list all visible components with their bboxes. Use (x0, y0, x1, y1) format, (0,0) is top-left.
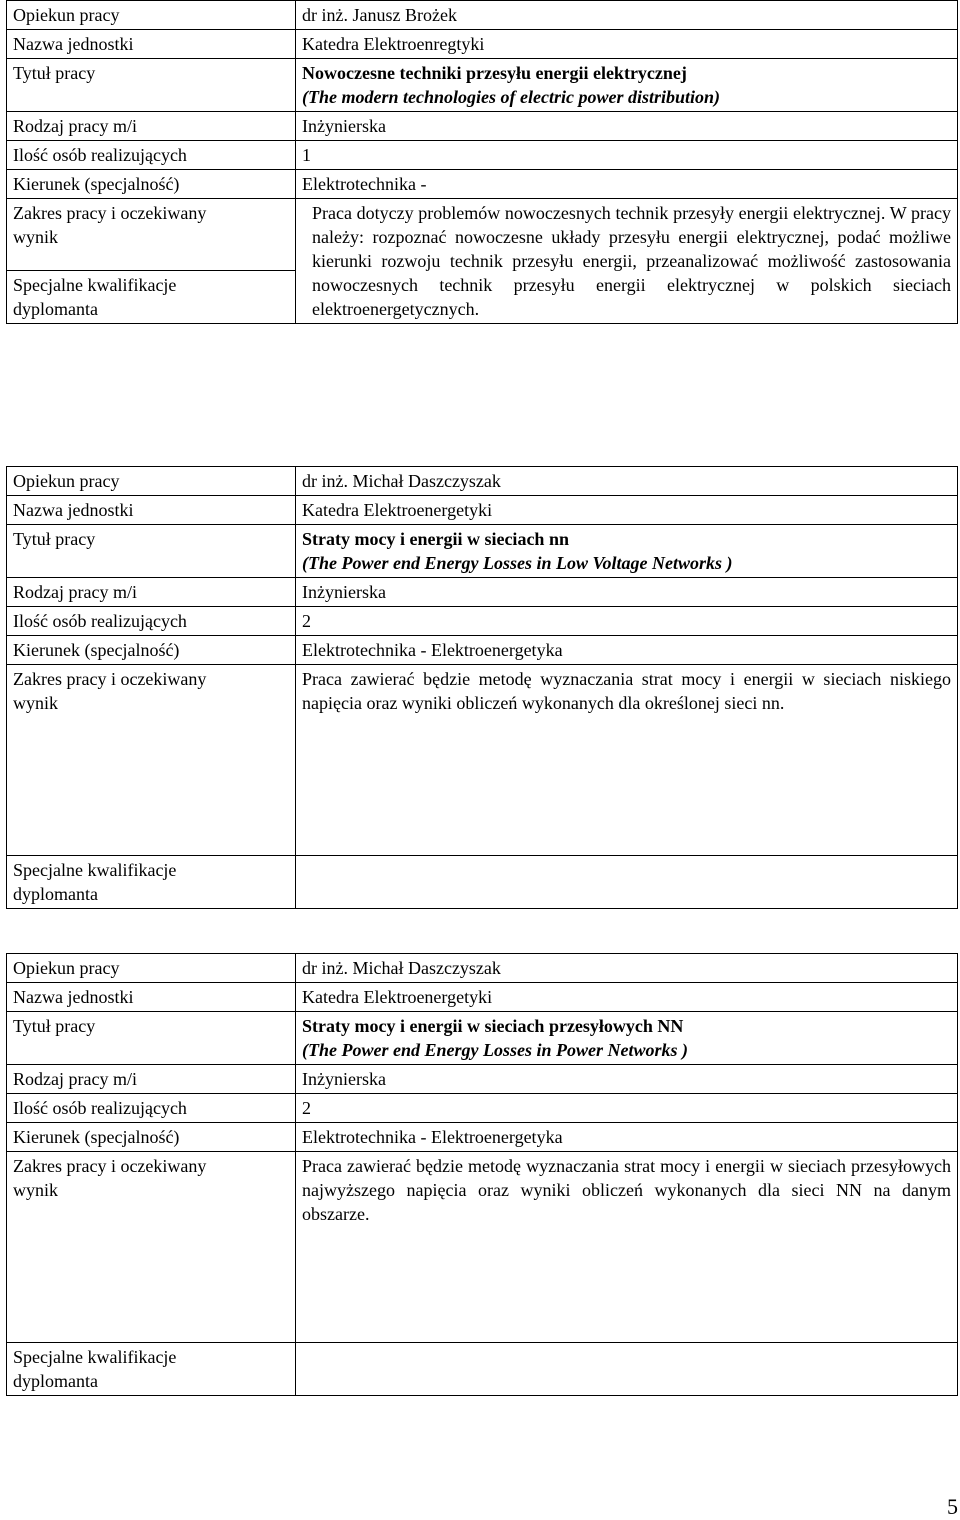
row-qualifications (7, 1343, 958, 1396)
value-title (296, 525, 958, 578)
value-unit: Katedra Elektroenregtyki (296, 30, 958, 59)
title-english: (The modern technologies of electric power distribution) (302, 87, 720, 107)
label-people: Ilość osób realizujących (7, 607, 296, 636)
label-qualifications (7, 1343, 296, 1396)
value-scope (296, 665, 958, 856)
title-english: (The Power end Energy Losses in Low Voltage Networks ) (302, 553, 733, 573)
value-type: Inżynierska (296, 1065, 958, 1094)
value-supervisor: dr inż. Janusz Brożek (296, 1, 958, 30)
value-scope (296, 199, 958, 324)
label-qual-line1: Specjalne kwalifikacje (13, 860, 177, 880)
value-qualifications (296, 1343, 958, 1396)
page-number: 5 (947, 1494, 958, 1519)
row-supervisor (7, 954, 958, 983)
value-field: Elektrotechnika - (296, 170, 958, 199)
label-scope-line2: wynik (13, 1180, 58, 1200)
thesis-table-3 (6, 953, 958, 1396)
row-type (7, 1065, 958, 1094)
label-qual-line2: dyplomanta (13, 299, 98, 319)
value-unit: Katedra Elektroenergetyki (296, 496, 958, 525)
label-title: Tytuł pracy (7, 525, 296, 578)
label-field: Kierunek (specjalność) (7, 636, 296, 665)
title-polish: Straty mocy i energii w sieciach przesyłowych NN (302, 1016, 684, 1036)
value-type: Inżynierska (296, 112, 958, 141)
label-people: Ilość osób realizujących (7, 141, 296, 170)
value-supervisor: dr inż. Michał Daszczyszak (296, 954, 958, 983)
label-field: Kierunek (specjalność) (7, 1123, 296, 1152)
scope-text: Praca dotyczy problemów nowoczesnych technik przesyły energii elektrycznej. W pracy należy: rozpoznać nowoczesne układy przesyłu energii elektrycznej, podać możliwe kierunki rozwoju technik przesyłu energii, przeanalizować możliwość zastosowania nowoczesnych technik przesyłu energii elektrycznej w polskich sieciach elektroenergetycznych. (312, 203, 951, 319)
title-english: (The Power end Energy Losses in Power Networks ) (302, 1040, 688, 1060)
value-field: Elektrotechnika - Elektroenergetyka (296, 1123, 958, 1152)
row-type (7, 578, 958, 607)
label-title: Tytuł pracy (7, 1012, 296, 1065)
value-unit: Katedra Elektroenergetyki (296, 983, 958, 1012)
row-field (7, 1123, 958, 1152)
label-field: Kierunek (specjalność) (7, 170, 296, 199)
row-people (7, 1094, 958, 1123)
value-scope (296, 1152, 958, 1343)
label-qual-line1: Specjalne kwalifikacje (13, 1347, 177, 1367)
thesis-table-2 (6, 466, 958, 909)
label-type: Rodzaj pracy m/i (7, 112, 296, 141)
row-qualifications (7, 856, 958, 909)
label-scope-line1: Zakres pracy i oczekiwany (13, 669, 207, 689)
value-people: 2 (296, 607, 958, 636)
label-people: Ilość osób realizujących (7, 1094, 296, 1123)
label-qual-line1: Specjalne kwalifikacje (13, 275, 177, 295)
row-type (7, 112, 958, 141)
label-title: Tytuł pracy (7, 59, 296, 112)
label-scope (7, 665, 296, 856)
label-type: Rodzaj pracy m/i (7, 1065, 296, 1094)
label-supervisor: Opiekun pracy (7, 1, 296, 30)
value-supervisor: dr inż. Michał Daszczyszak (296, 467, 958, 496)
value-title (296, 59, 958, 112)
row-field (7, 170, 958, 199)
label-scope-line1: Zakres pracy i oczekiwany (13, 1156, 207, 1176)
thesis-table-1 (6, 0, 958, 324)
label-qual-line2: dyplomanta (13, 1371, 98, 1391)
row-unit (7, 983, 958, 1012)
title-polish: Nowoczesne techniki przesyłu energii elektrycznej (302, 63, 687, 83)
row-scope (7, 1152, 958, 1343)
value-title (296, 1012, 958, 1065)
label-scope-line1: Zakres pracy i oczekiwany (13, 203, 207, 223)
row-supervisor (7, 467, 958, 496)
value-field: Elektrotechnika - Elektroenergetyka (296, 636, 958, 665)
title-polish: Straty mocy i energii w sieciach nn (302, 529, 569, 549)
label-scope (7, 1152, 296, 1343)
label-qualifications (7, 856, 296, 909)
label-unit: Nazwa jednostki (7, 496, 296, 525)
row-unit (7, 30, 958, 59)
scope-text: Praca zawierać będzie metodę wyznaczania strat mocy i energii w sieciach niskiego napięcia oraz wyniki obliczeń wykonanych dla określonej sieci nn. (302, 669, 951, 713)
label-supervisor: Opiekun pracy (7, 954, 296, 983)
label-unit: Nazwa jednostki (7, 983, 296, 1012)
scope-text: Praca zawierać będzie metodę wyznaczania strat mocy i energii w sieciach przesyłowych najwyższego napięcia oraz wyniki obliczeń wykonanych dla sieci NN na danym obszarze. (302, 1156, 951, 1224)
label-qualifications (7, 271, 296, 324)
row-title (7, 59, 958, 112)
value-qualifications (296, 856, 958, 909)
value-people: 2 (296, 1094, 958, 1123)
label-qual-line2: dyplomanta (13, 884, 98, 904)
label-type: Rodzaj pracy m/i (7, 578, 296, 607)
label-supervisor: Opiekun pracy (7, 467, 296, 496)
row-scope (7, 665, 958, 856)
value-people: 1 (296, 141, 958, 170)
row-people (7, 141, 958, 170)
row-scope (7, 199, 958, 271)
row-people (7, 607, 958, 636)
row-title (7, 525, 958, 578)
row-title (7, 1012, 958, 1065)
label-unit: Nazwa jednostki (7, 30, 296, 59)
row-field (7, 636, 958, 665)
row-unit (7, 496, 958, 525)
value-type: Inżynierska (296, 578, 958, 607)
label-scope (7, 199, 296, 271)
label-scope-line2: wynik (13, 227, 58, 247)
row-supervisor (7, 1, 958, 30)
label-scope-line2: wynik (13, 693, 58, 713)
